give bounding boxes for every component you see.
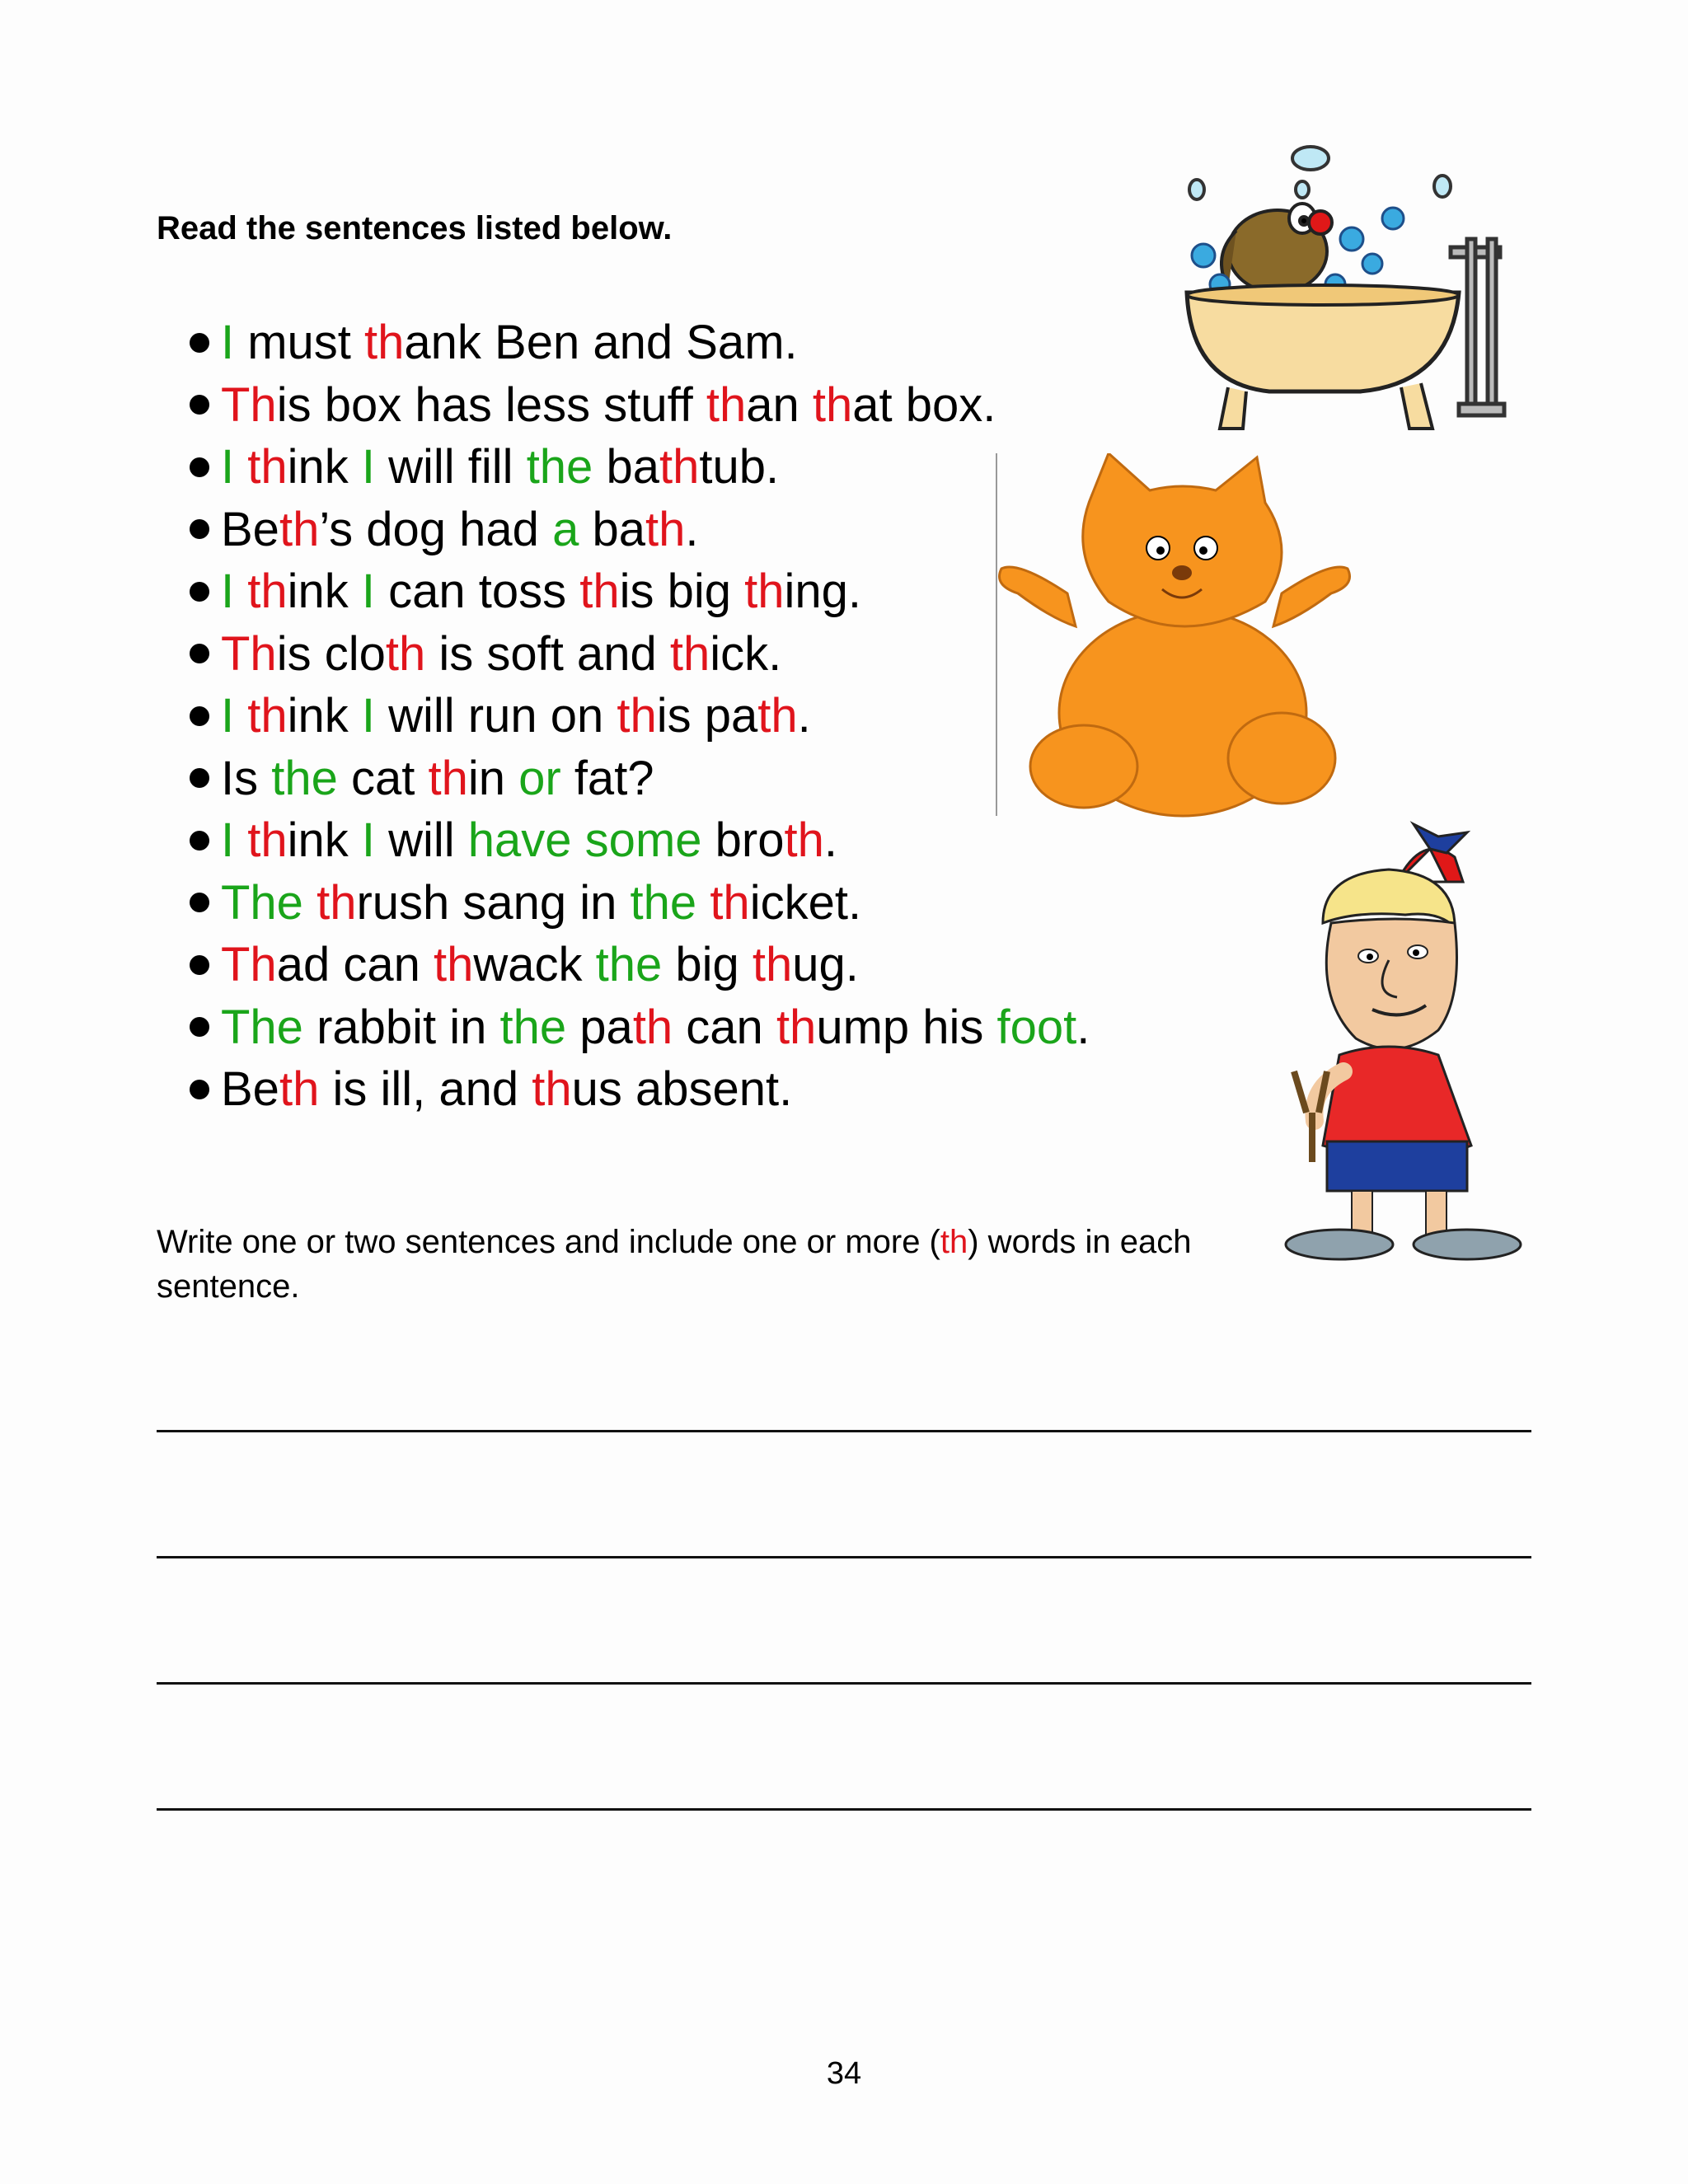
text-segment: ump his: [816, 1000, 997, 1054]
text-segment: must: [234, 316, 365, 369]
sentence-item: [190, 996, 1090, 1059]
sight-word: I: [221, 316, 235, 369]
text-segment: big: [662, 938, 753, 991]
text-segment: [234, 440, 247, 494]
bullet-icon: [190, 1017, 209, 1037]
sight-word: the: [595, 938, 663, 991]
th-segment: th: [812, 377, 853, 432]
text-segment: .: [685, 502, 699, 556]
text-segment: ba: [593, 440, 659, 494]
sight-word: the: [499, 1000, 567, 1054]
bullet-icon: [190, 582, 209, 602]
th-segment: th: [710, 875, 750, 930]
sight-word: The: [221, 1000, 303, 1054]
text-segment: bro: [701, 813, 785, 867]
text-segment: Be: [221, 1062, 279, 1116]
text-segment: tub.: [699, 440, 780, 494]
sentence-text: [221, 1058, 792, 1121]
sentence-text: [221, 748, 654, 810]
text-segment: will fill: [375, 440, 527, 494]
bullet-icon: [190, 457, 209, 477]
sentence-item: [190, 623, 1090, 686]
sentence-text: [221, 374, 996, 437]
th-segment: th: [279, 1062, 320, 1116]
sentence-item: [190, 809, 1090, 872]
bullet-icon: [190, 706, 209, 726]
page-number: 34: [826, 2056, 862, 2091]
text-segment: ink: [287, 689, 362, 743]
th-segment: th: [364, 316, 405, 369]
text-segment: [303, 876, 316, 930]
sentence-text: [221, 436, 779, 499]
text-segment: is clo: [276, 626, 386, 681]
text-segment: pa: [566, 1000, 633, 1054]
th-segment: th: [632, 1000, 673, 1054]
text-segment: .: [823, 813, 837, 867]
sentence-text: [221, 872, 861, 935]
bullet-icon: [190, 1080, 209, 1099]
text-segment: will run on: [375, 689, 617, 743]
sentence-text: [221, 560, 861, 623]
text-segment: [696, 876, 710, 930]
th-segment: th: [669, 626, 710, 681]
text-segment: ug.: [792, 938, 859, 991]
bullet-icon: [190, 519, 209, 539]
th-segment: th: [706, 377, 747, 432]
sentence-item: [190, 560, 1090, 623]
bullet-icon: [190, 644, 209, 663]
sight-word: I: [221, 440, 235, 494]
th-segment: th: [279, 502, 320, 556]
sentence-text: [221, 685, 811, 748]
th-segment: th: [247, 565, 288, 618]
answer-line[interactable]: [157, 1430, 1531, 1432]
sentence-text: [221, 934, 859, 996]
text-segment: in: [467, 751, 519, 805]
th-segment: th: [784, 813, 824, 867]
th-segment: Th: [221, 377, 277, 432]
th-segment: th: [659, 440, 700, 494]
sight-word: a: [552, 502, 579, 556]
th-highlight: th: [940, 1224, 968, 1260]
text-segment: icket.: [749, 875, 862, 930]
orange-cat-illustration: [993, 453, 1372, 820]
text-segment: is box has less stuff: [276, 377, 706, 432]
sentence-text: [221, 312, 798, 374]
dog-bathtub-illustration: [1179, 140, 1541, 462]
sight-word: or: [518, 751, 561, 805]
text-segment: will: [375, 813, 468, 867]
text-segment: ’s dog had: [319, 502, 553, 556]
sentence-text: [221, 809, 837, 872]
sentence-item: [190, 748, 1090, 810]
text-segment: ink: [287, 440, 362, 494]
sight-word: I: [221, 565, 235, 618]
text-segment: is pa: [656, 689, 758, 743]
sentence-item: [190, 685, 1090, 748]
sentence-item: [190, 312, 1090, 374]
th-segment: th: [247, 813, 288, 867]
th-segment: th: [316, 875, 357, 930]
text-segment: ba: [579, 502, 645, 556]
sight-word: the: [630, 875, 697, 930]
bullet-icon: [190, 395, 209, 415]
boy-slingshot-illustration: [1273, 816, 1545, 1277]
th-segment: th: [532, 1062, 572, 1116]
sentence-item: [190, 872, 1090, 935]
text-segment: ink: [287, 813, 362, 867]
th-segment: th: [247, 689, 288, 743]
text-segment: cat: [337, 751, 429, 805]
th-segment: th: [645, 502, 686, 556]
sentence-item: [190, 1058, 1090, 1121]
text-segment: ing.: [784, 565, 862, 618]
bullet-icon: [190, 893, 209, 912]
text-segment: wack: [473, 938, 596, 991]
text-segment: Be: [221, 502, 279, 556]
bullet-icon: [190, 955, 209, 975]
text-segment: .: [797, 689, 811, 743]
sight-word: I: [221, 689, 235, 743]
sight-word: The: [221, 875, 303, 930]
text-segment: ick.: [710, 626, 782, 681]
sentence-text: [221, 499, 698, 561]
sight-word: I: [361, 689, 376, 743]
answer-line[interactable]: [157, 1682, 1531, 1685]
sight-word: I: [361, 813, 376, 867]
text-segment: .: [1076, 1000, 1090, 1054]
text-segment: fat?: [560, 751, 654, 805]
th-segment: th: [752, 938, 793, 991]
text-segment: is soft and: [425, 626, 670, 681]
sentence-item: [190, 499, 1090, 561]
text-segment: is big: [619, 565, 745, 618]
th-segment: Th: [221, 938, 277, 991]
th-segment: Th: [221, 626, 277, 681]
th-segment: th: [776, 1000, 817, 1054]
th-segment: th: [385, 626, 426, 681]
text-segment: Is: [221, 751, 272, 805]
th-segment: th: [744, 565, 785, 618]
sight-word: I: [361, 565, 376, 618]
th-segment: th: [579, 565, 620, 618]
text-segment: ank Ben and Sam.: [404, 316, 798, 369]
text-segment: ad can: [276, 938, 434, 991]
text-segment: [234, 689, 247, 743]
text-segment: ink: [287, 565, 362, 618]
text-segment: rush sang in: [356, 875, 631, 930]
th-segment: th: [617, 689, 657, 743]
sight-word: have some: [467, 813, 702, 867]
sentence-item: [190, 436, 1090, 499]
sentence-item: [190, 934, 1090, 996]
answer-line[interactable]: [157, 1556, 1531, 1558]
bullet-icon: [190, 333, 209, 353]
sentence-list: [190, 312, 1090, 1121]
sentence-item: [190, 374, 1090, 437]
text-segment: at box.: [852, 377, 996, 432]
th-segment: th: [247, 440, 288, 494]
text-segment: [234, 565, 247, 618]
write-prompt: Write one or two sentences and include one or more (th) words in each sentence.: [157, 1224, 1192, 1305]
sight-word: I: [361, 440, 376, 494]
th-segment: th: [757, 689, 798, 743]
text-segment: can: [673, 1000, 776, 1054]
th-segment: th: [433, 938, 474, 991]
sight-word: I: [221, 813, 235, 867]
answer-line[interactable]: [157, 1808, 1531, 1811]
th-segment: th: [428, 751, 468, 805]
sentence-text: [221, 996, 1090, 1059]
bullet-icon: [190, 831, 209, 851]
sight-word: foot: [996, 1000, 1077, 1054]
text-segment: [234, 813, 247, 867]
sight-word: the: [526, 440, 593, 494]
text-segment: rabbit in: [302, 1000, 500, 1054]
text-segment: us absent.: [571, 1062, 793, 1116]
instruction-heading: Read the sentences listed below.: [157, 210, 673, 246]
bullet-icon: [190, 768, 209, 788]
text-segment: is ill, and: [319, 1062, 532, 1116]
sentence-text: [221, 623, 781, 686]
text-segment: can toss: [375, 565, 580, 618]
sight-word: the: [271, 751, 338, 805]
text-segment: an: [746, 377, 813, 432]
